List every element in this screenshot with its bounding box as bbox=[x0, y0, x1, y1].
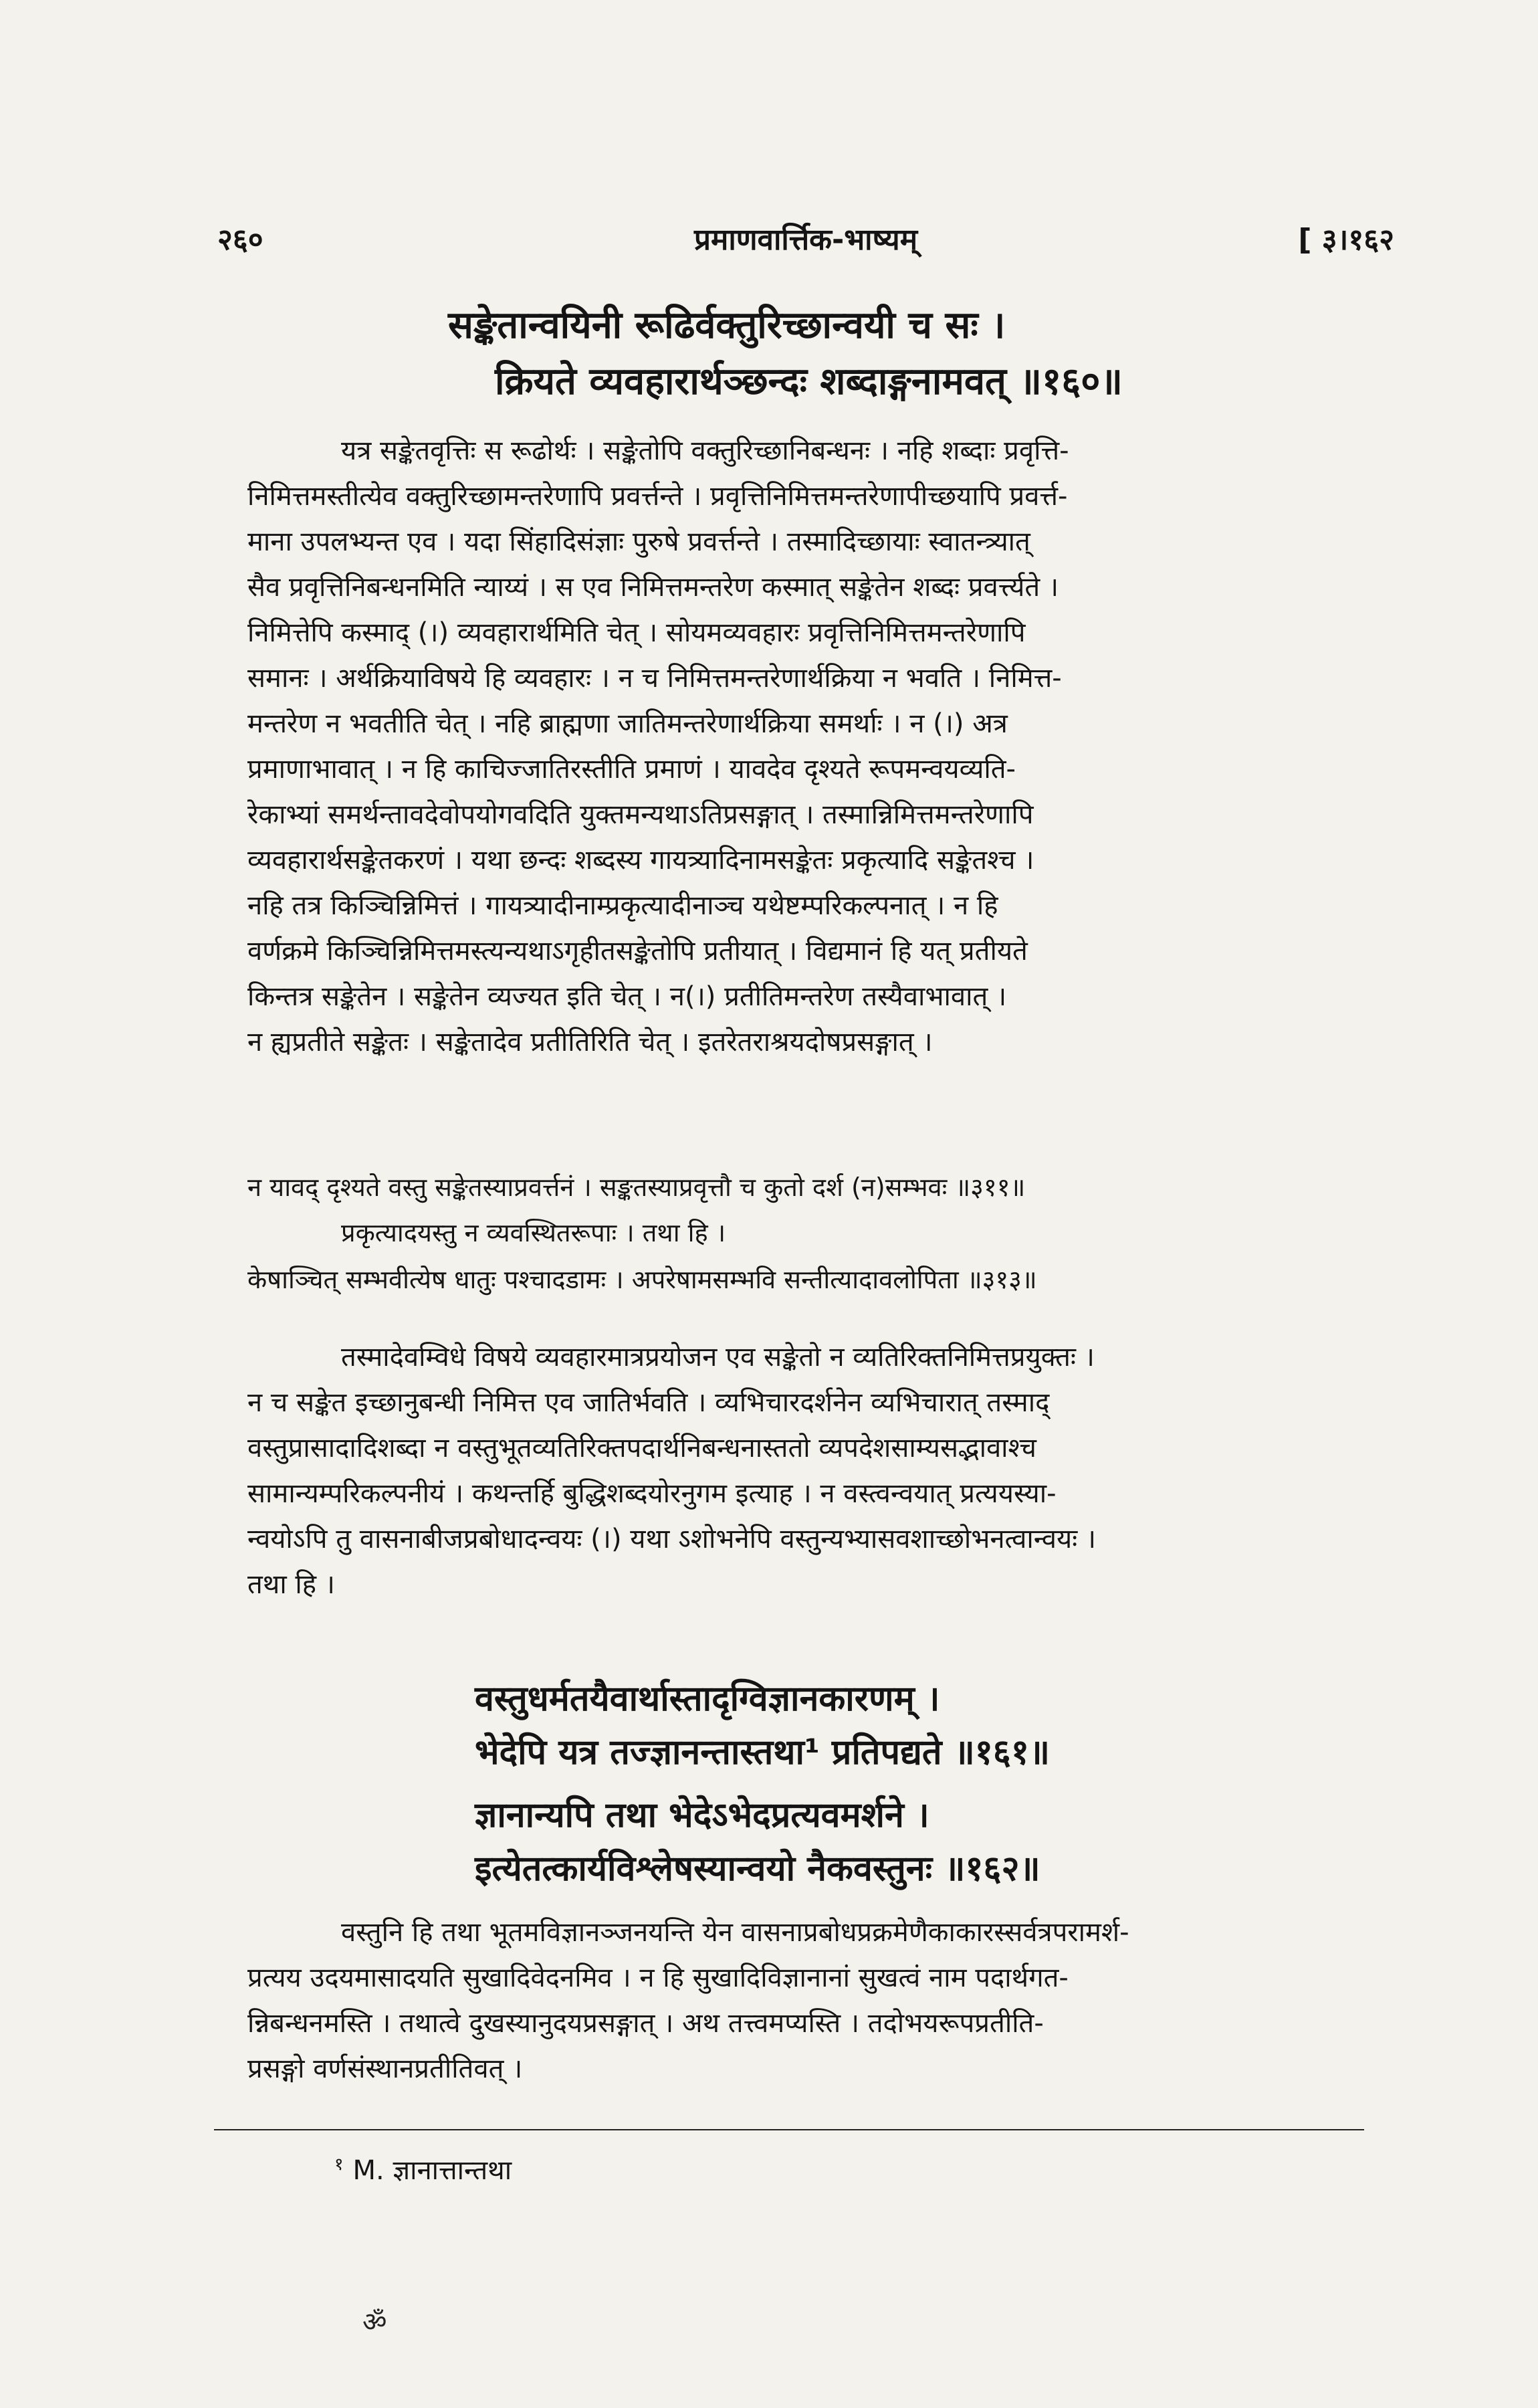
text-line: नहि तत्र किञ्चिन्निमित्तं । गायत्र्यादीनाम्प्रकृत्यादीनाञ्च यथेष्टम्परिकल्पनात् । न हि bbox=[247, 890, 998, 921]
text-line: समानः । अर्थक्रियाविषये हि व्यवहारः । न च निमित्तमन्तरेणार्थक्रिया न भवति । निमित्त- bbox=[247, 663, 1062, 694]
text-line: माना उपलभ्यन्त एव । यदा सिंहादिसंज्ञाः पुरुषे प्रवर्त्तन्ते । तस्मादिच्छायाः स्वातन्त्र्यात् bbox=[247, 526, 1030, 557]
text-line: प्रत्यय उदयमासादयति सुखादिवेदनमिव । न हि सुखादिविज्ञानानां सुखत्वं नाम पदार्थगत- bbox=[247, 1963, 1069, 1993]
text-line: किन्तत्र सङ्केतेन । सङ्केतेन व्यज्यत इति चेत् । न(।) प्रतीतिमन्तरेण तस्यैवाभावात् । bbox=[247, 981, 1007, 1012]
verse-line: इत्येतत्कार्यविश्लेषस्यान्वयो नैकवस्तुनः ॥१६२॥ bbox=[475, 1849, 1040, 1889]
text-line: निमित्तमस्तीत्येव वक्तुरिच्छामन्तरेणापि प्रवर्त्तन्ते । प्रवृत्तिनिमित्तमन्तरेणापीच्छयापि प्रवर्त्त- bbox=[247, 481, 1068, 512]
text-line: व्यवहारार्थसङ्केतकरणं । यथा छन्दः शब्दस्य गायत्र्यादिनामसङ्केतः प्रकृत्यादि सङ्केतश्च । bbox=[247, 845, 1034, 876]
commentary-paragraph-1 bbox=[247, 428, 1378, 1065]
commentary-paragraph-2 bbox=[247, 1334, 1378, 1607]
text-line: तथा हि । bbox=[247, 1569, 335, 1600]
text-line: वस्तुनि हि तथा भूतमविज्ञानञ्जनयन्ति येन वासनाप्रबोधप्रक्रमेणैकाकारस्सर्वत्रपरामर्श- bbox=[341, 1917, 1129, 1948]
text-line: न्वयोऽपि तु वासनाबीजप्रबोधादन्वयः (।) यथा ऽशोभनेपि वस्तुन्यभ्यासवशाच्छोभनत्वान्वयः । bbox=[247, 1524, 1097, 1554]
transition-line: प्रकृत्यादयस्तु न व्यवस्थितरूपाः । तथा हि । bbox=[341, 1218, 726, 1247]
text-line: न ह्यप्रतीते सङ्केतः । सङ्केतादेव प्रतीतिरिति चेत् । इतरेतराश्रयदोषप्रसङ्गात् । bbox=[247, 1027, 933, 1058]
verse-line: भेदेपि यत्र तज्ज्ञानन्तास्तथा¹ प्रतिपद्यते ॥१६१॥ bbox=[475, 1732, 1051, 1773]
text-line: सामान्यम्परिकल्पनीयं । कथन्तर्हि बुद्धिशब्दयोरनुगम इत्याह । न वस्त्वन्वयात् प्रत्ययस्या- bbox=[247, 1478, 1057, 1509]
text-line: न च सङ्केत इच्छानुबन्धी निमित्त एव जातिर्भवति । व्यभिचारदर्शनेन व्यभिचारात् तस्माद् bbox=[247, 1387, 1050, 1418]
commentary-paragraph-3 bbox=[247, 1910, 1378, 2092]
page-number: २६० bbox=[217, 223, 263, 257]
verse-line: वस्तुधर्मतयैवार्थास्तादृग्विज्ञानकारणम् । bbox=[475, 1679, 940, 1719]
text-line: न्निबन्धनमस्ति । तथात्वे दुखस्यानुदयप्रसङ्गात् । अथ तत्त्वमप्यस्ति । तदोभयरूपप्रतीति- bbox=[247, 2008, 1044, 2039]
text-line: वस्तुप्रासादादिशब्दा न वस्तुभूतव्यतिरिक्तपदार्थनिबन्धनास्ततो व्यपदेशसाम्यसद्भावाश्च bbox=[247, 1433, 1036, 1464]
text-line: प्रसङ्गो वर्णसंस्थानप्रतीतिवत् । bbox=[247, 2053, 523, 2084]
text-line: यत्र सङ्केतवृत्तिः स रूढोर्थः । सङ्केतोपि वक्तुरिच्छानिबन्धनः । नहि शब्दाः प्रवृत्ति- bbox=[341, 435, 1069, 466]
footnote bbox=[334, 2150, 512, 2187]
text-line: वर्णक्रमे किञ्चिन्निमित्तमस्त्यन्यथाऽगृहीतसङ्केतोपि प्रतीयात् । विद्यमानं हि यत् प्रतीयते bbox=[247, 936, 1028, 967]
footnote-text: M. ज्ञानात्तान्तथा bbox=[352, 2155, 512, 2186]
verse-line: सङ्केतान्वयिनी रूढिर्वक्तुरिच्छान्वयी च सः । bbox=[448, 304, 1006, 347]
verse-block-2 bbox=[475, 1672, 1050, 1896]
printer-mark: ॐ bbox=[362, 2307, 387, 2338]
text-line: मन्तरेण न भवतीति चेत् । नहि ब्राह्मणा जातिमन्तरेणार्थक्रिया समर्थाः । न (।) अत्र bbox=[247, 708, 1008, 739]
verse-line: ज्ञानान्यपि तथा भेदेऽभेदप्रत्यवमर्शने । bbox=[475, 1795, 929, 1835]
text-line: रेकाभ्यां समर्थन्तावदेवोपयोगवदिति युक्तमन्यथाऽतिप्रसङ्गात् । तस्मान्निमित्तमन्तरेणापि bbox=[247, 799, 1034, 830]
karika-line-2: केषाञ्चित् सम्भवीत्येष धातुः पश्चादडामः । अपरेषामसम्भवि सन्तीत्यादावलोपिता ॥३१३॥ bbox=[247, 1265, 1037, 1294]
text-line: सैव प्रवृत्तिनिबन्धनमिति न्याय्यं । स एव निमित्तमन्तरेण कस्मात् सङ्केतेन शब्दः प्रवर्त्त्यते । bbox=[247, 572, 1059, 603]
text-line: तस्मादेवम्विधे विषये व्यवहारमात्रप्रयोजन एव सङ्केतो न व्यतिरिक्तनिमित्तप्रयुक्तः । bbox=[341, 1342, 1095, 1373]
header-title: प्रमाणवार्त्तिक-भाष्यम् bbox=[693, 223, 918, 257]
verse-line: क्रियते व्यवहारार्थञ्छन्दः शब्दाङ्गनामवत् ॥१६०॥ bbox=[495, 360, 1123, 403]
text-line: निमित्तेपि कस्माद् (।) व्यवहारार्थमिति चेत् । सोयमव्यवहारः प्रवृत्तिनिमित्तमन्तरेणापि bbox=[247, 617, 1026, 648]
text-line: प्रमाणाभावात् । न हि काचिज्जातिरस्तीति प्रमाणं । यावदेव दृश्यते रूपमन्वयव्यति- bbox=[247, 754, 1016, 785]
verse-reference: [ ३।१६२ bbox=[1298, 223, 1394, 257]
verse-block-1 bbox=[448, 298, 1123, 410]
running-header bbox=[217, 213, 1394, 266]
karika-line-1: न यावद् दृश्यते वस्तु सङ्केतस्याप्रवर्त्तनं । सङ्कतस्याप्रवृत्तौ च कुतो दर्श (न)सम्भवः ॥३११॥ bbox=[247, 1173, 1026, 1202]
footnote-marker: १ bbox=[334, 2154, 344, 2175]
footnote-divider bbox=[214, 2129, 1364, 2130]
